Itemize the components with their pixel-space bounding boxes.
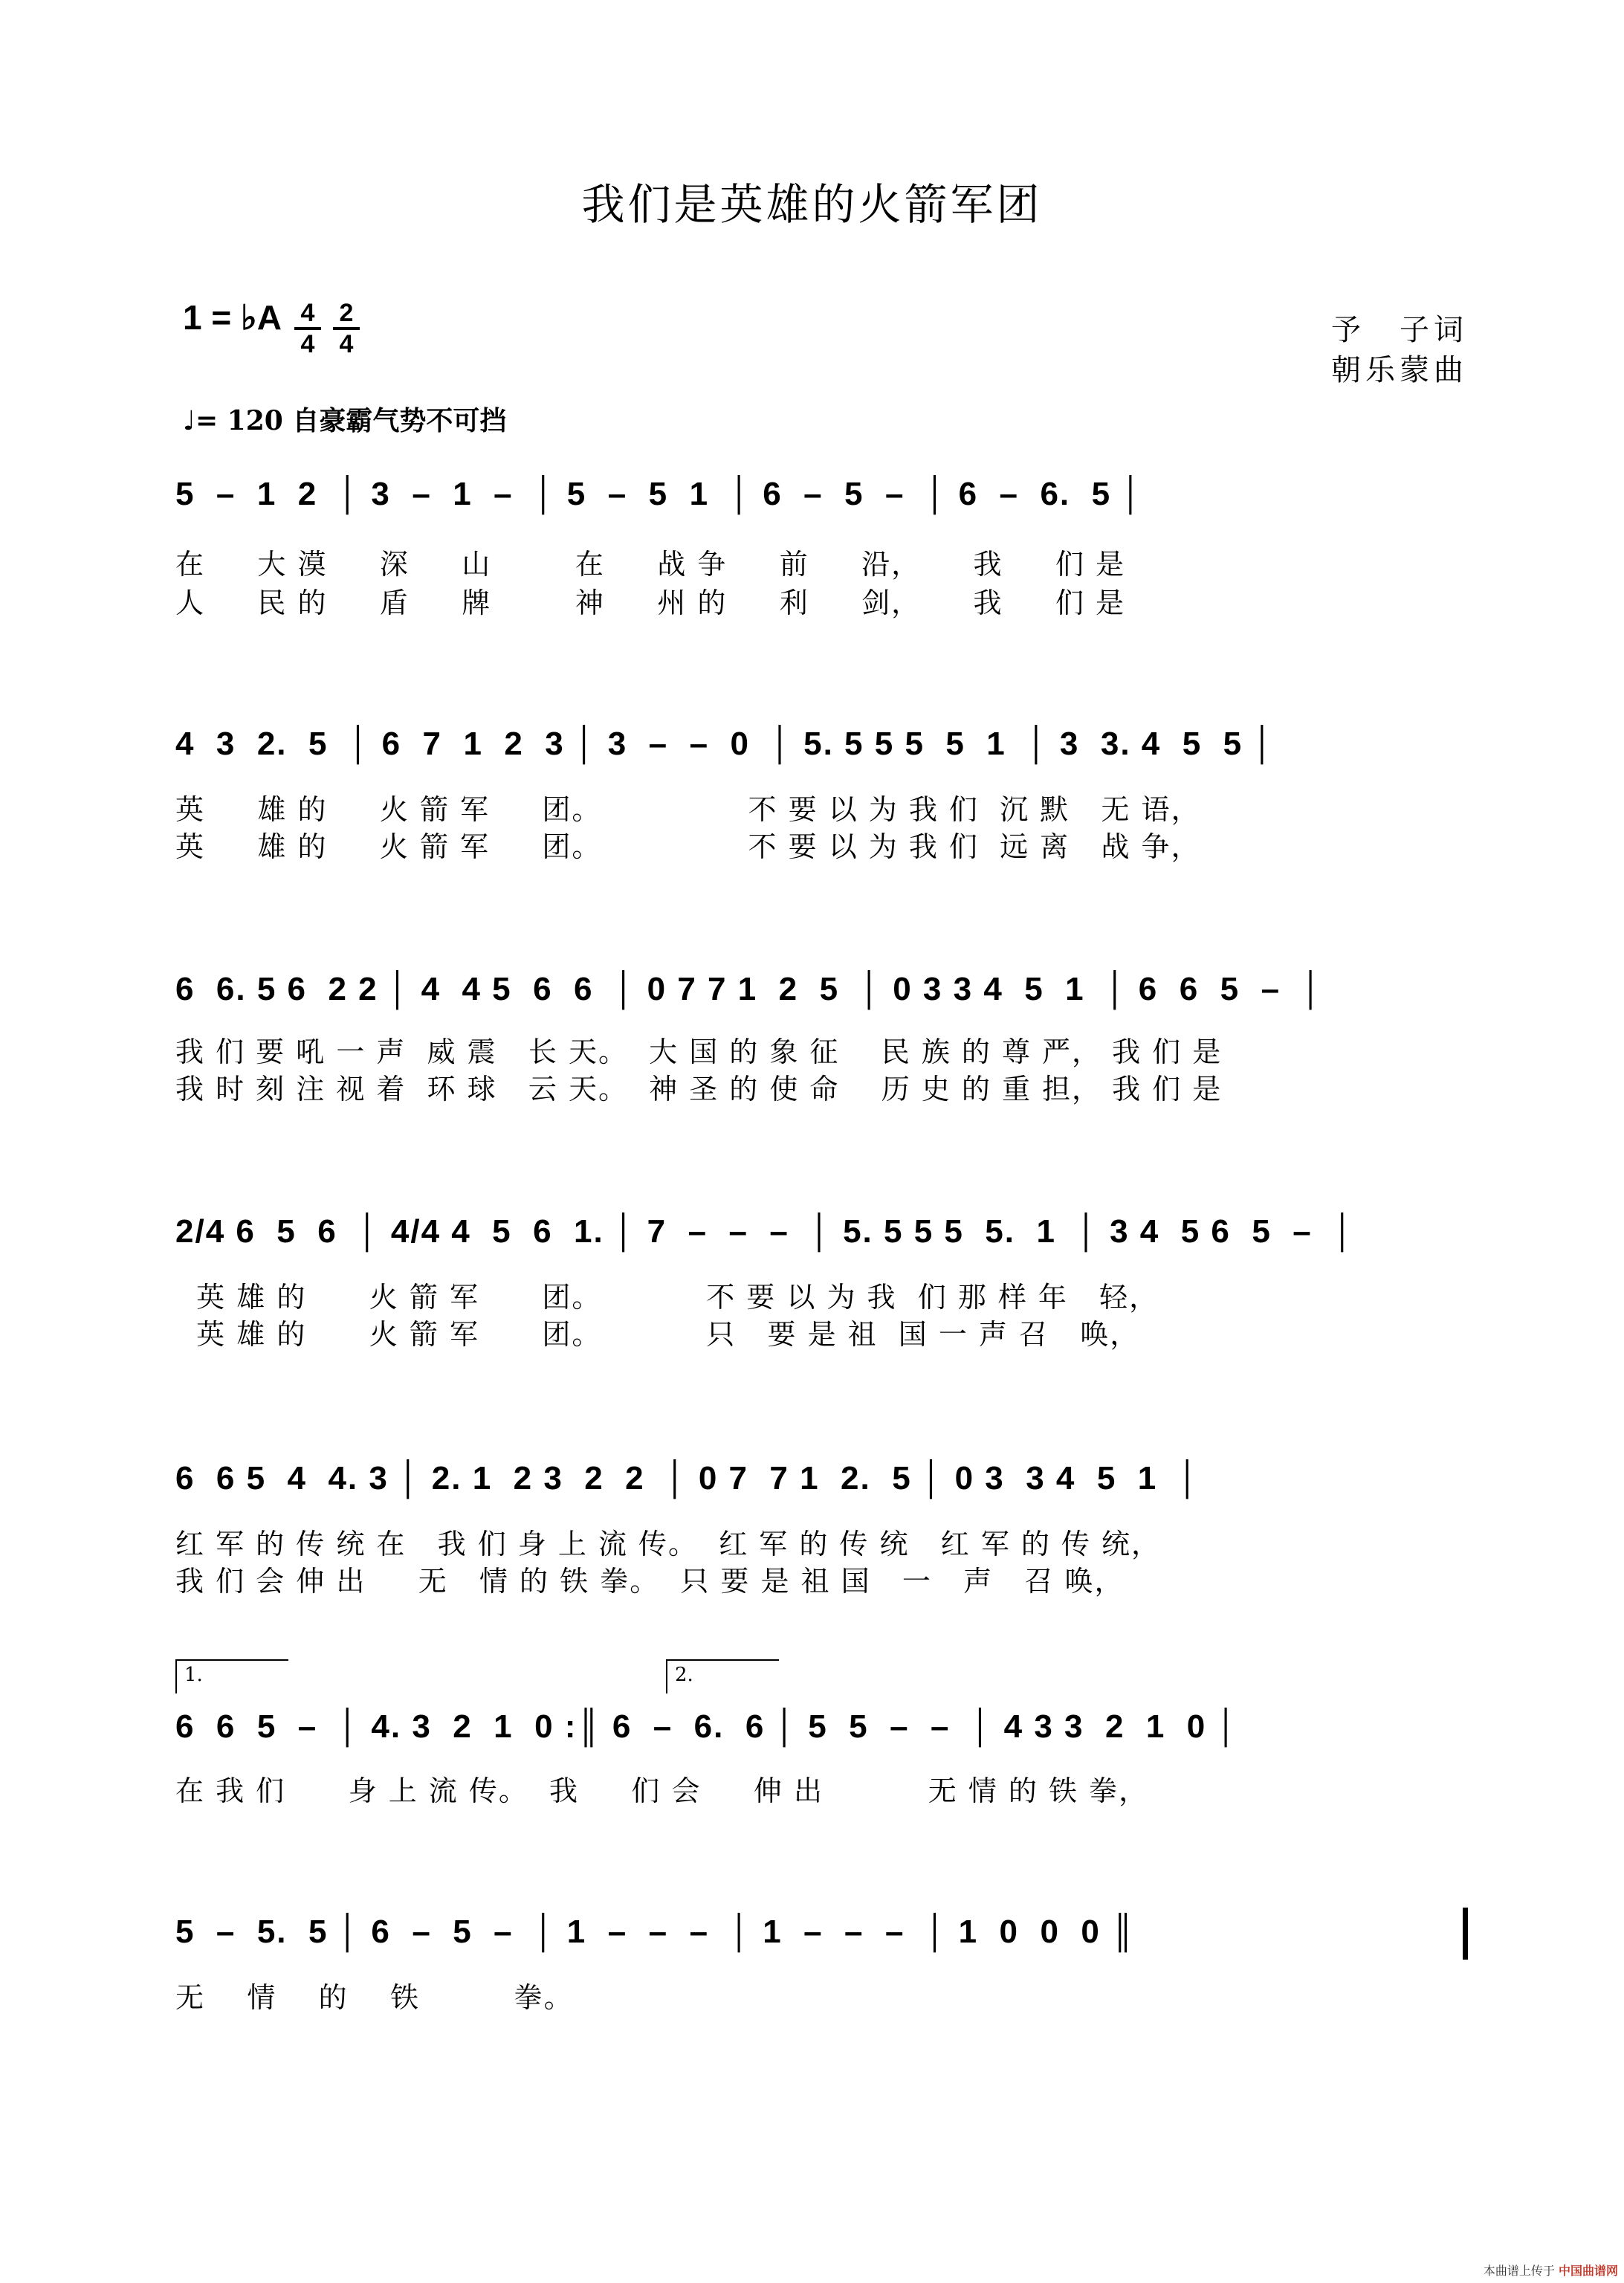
lyrics-verse-2: 人 民 的 盾 牌 神 州 的 利 剑， 我 们 是 <box>175 587 1126 619</box>
volta-ending-2: 2. <box>666 1659 779 1693</box>
volta-ending-1: 1. <box>175 1659 288 1693</box>
music-system-7 <box>175 1914 1469 1951</box>
music-system-3 <box>175 971 1469 1008</box>
notes-line: 6 6 5 – │ 4. 3 2 1 0 :║ 6 – 6. 6 │ 5 5 – – │ 4 3 3 2 1 0 │ <box>175 1708 1239 1745</box>
lyrics-verse-1: 英 雄 的 火 箭 军 团。 不 要 以 为 我 们 那 样 年 轻， <box>175 1281 1159 1314</box>
music-system-1 <box>175 476 1469 513</box>
lyricist-credit: 予 子词 <box>1331 313 1468 347</box>
time-signature-2-4: 2 4 <box>333 300 360 357</box>
notes-line: 5 – 1 2 │ 3 – 1 – │ 5 – 5 1 │ 6 – 5 – │ 6 – 6. 5 │ <box>175 476 1144 512</box>
tempo-marking: ♩= 120 自豪霸气势不可挡 <box>183 405 507 436</box>
music-system-4 <box>175 1213 1469 1250</box>
footer-text: 本曲谱上传于 <box>1483 2264 1555 2278</box>
lyrics-verse-2: 英 雄 的 火 箭 军 团。 只 要 是 祖 国 一 声 召 唤， <box>175 1318 1140 1351</box>
final-barline <box>1463 1908 1468 1960</box>
notes-line: 5 – 5. 5 │ 6 – 5 – │ 1 – – – │ 1 – – – │ 1 0 0 0 ║ <box>175 1914 1136 1950</box>
lyrics-verse-1: 在 我 们 身 上 流 传。 我 们 会 伸 出 无 情 的 铁 拳， <box>175 1775 1149 1807</box>
time-signature-4-4: 4 4 <box>294 300 321 357</box>
music-system-2 <box>175 726 1469 763</box>
key-signature <box>183 297 282 338</box>
composer-credit: 朝乐蒙曲 <box>1331 353 1468 387</box>
lyrics-verse-1: 无 情 的 铁 拳。 <box>175 1981 574 2014</box>
music-system-6 <box>175 1708 1469 1746</box>
lyrics-verse-2: 我 时 刻 注 视 着 环 球 云 天。 神 圣 的 使 命 历 史 的 重 担， 我 们 是 <box>175 1073 1223 1105</box>
notes-line: 4 3 2. 5 │ 6 7 1 2 3 │ 3 – – 0 │ 5. 5 5 5 5 1 │ 3 3. 4 5 5 │ <box>175 726 1275 762</box>
lyrics-verse-1: 红 军 的 传 统 在 我 们 身 上 流 传。 红 军 的 传 统 红 军 的 传 统， <box>175 1528 1162 1560</box>
lyrics-verse-1: 在 大 漠 深 山 在 战 争 前 沿， 我 们 是 <box>175 548 1126 581</box>
footer <box>1484 2261 1618 2279</box>
music-system-5 <box>175 1460 1469 1497</box>
lyrics-verse-2: 我 们 会 伸 出 无 情 的 铁 拳。 只 要 是 祖 国 一 声 召 唤， <box>175 1565 1125 1598</box>
notes-line: 6 6 5 4 4. 3 │ 2. 1 2 3 2 2 │ 0 7 7 1 2. 5 │ 0 3 3 4 5 1 │ <box>175 1460 1201 1496</box>
lyrics-verse-2: 英 雄 的 火 箭 军 团。 不 要 以 为 我 们 远 离 战 争， <box>175 830 1201 863</box>
key-label: 1 = ♭A <box>183 298 282 337</box>
song-title: 我们是英雄的火箭军团 <box>581 179 1043 230</box>
footer-brand: 中国曲谱网 <box>1558 2264 1618 2278</box>
notes-line: 2/4 6 5 6 │ 4/4 4 5 6 1. │ 7 – – – │ 5. 5 5 5 5. 1 │ 3 4 5 6 5 – │ <box>175 1213 1356 1250</box>
lyrics-verse-1: 英 雄 的 火 箭 军 团。 不 要 以 为 我 们 沉 默 无 语， <box>175 793 1201 826</box>
notes-line: 6 6. 5 6 2 2 │ 4 4 5 6 6 │ 0 7 7 1 2 5 │ 0 3 3 4 5 1 │ 6 6 5 – │ <box>175 971 1324 1007</box>
lyrics-verse-1: 我 们 要 吼 一 声 威 震 长 天。 大 国 的 象 征 民 族 的 尊 严， 我 们 是 <box>175 1036 1223 1068</box>
